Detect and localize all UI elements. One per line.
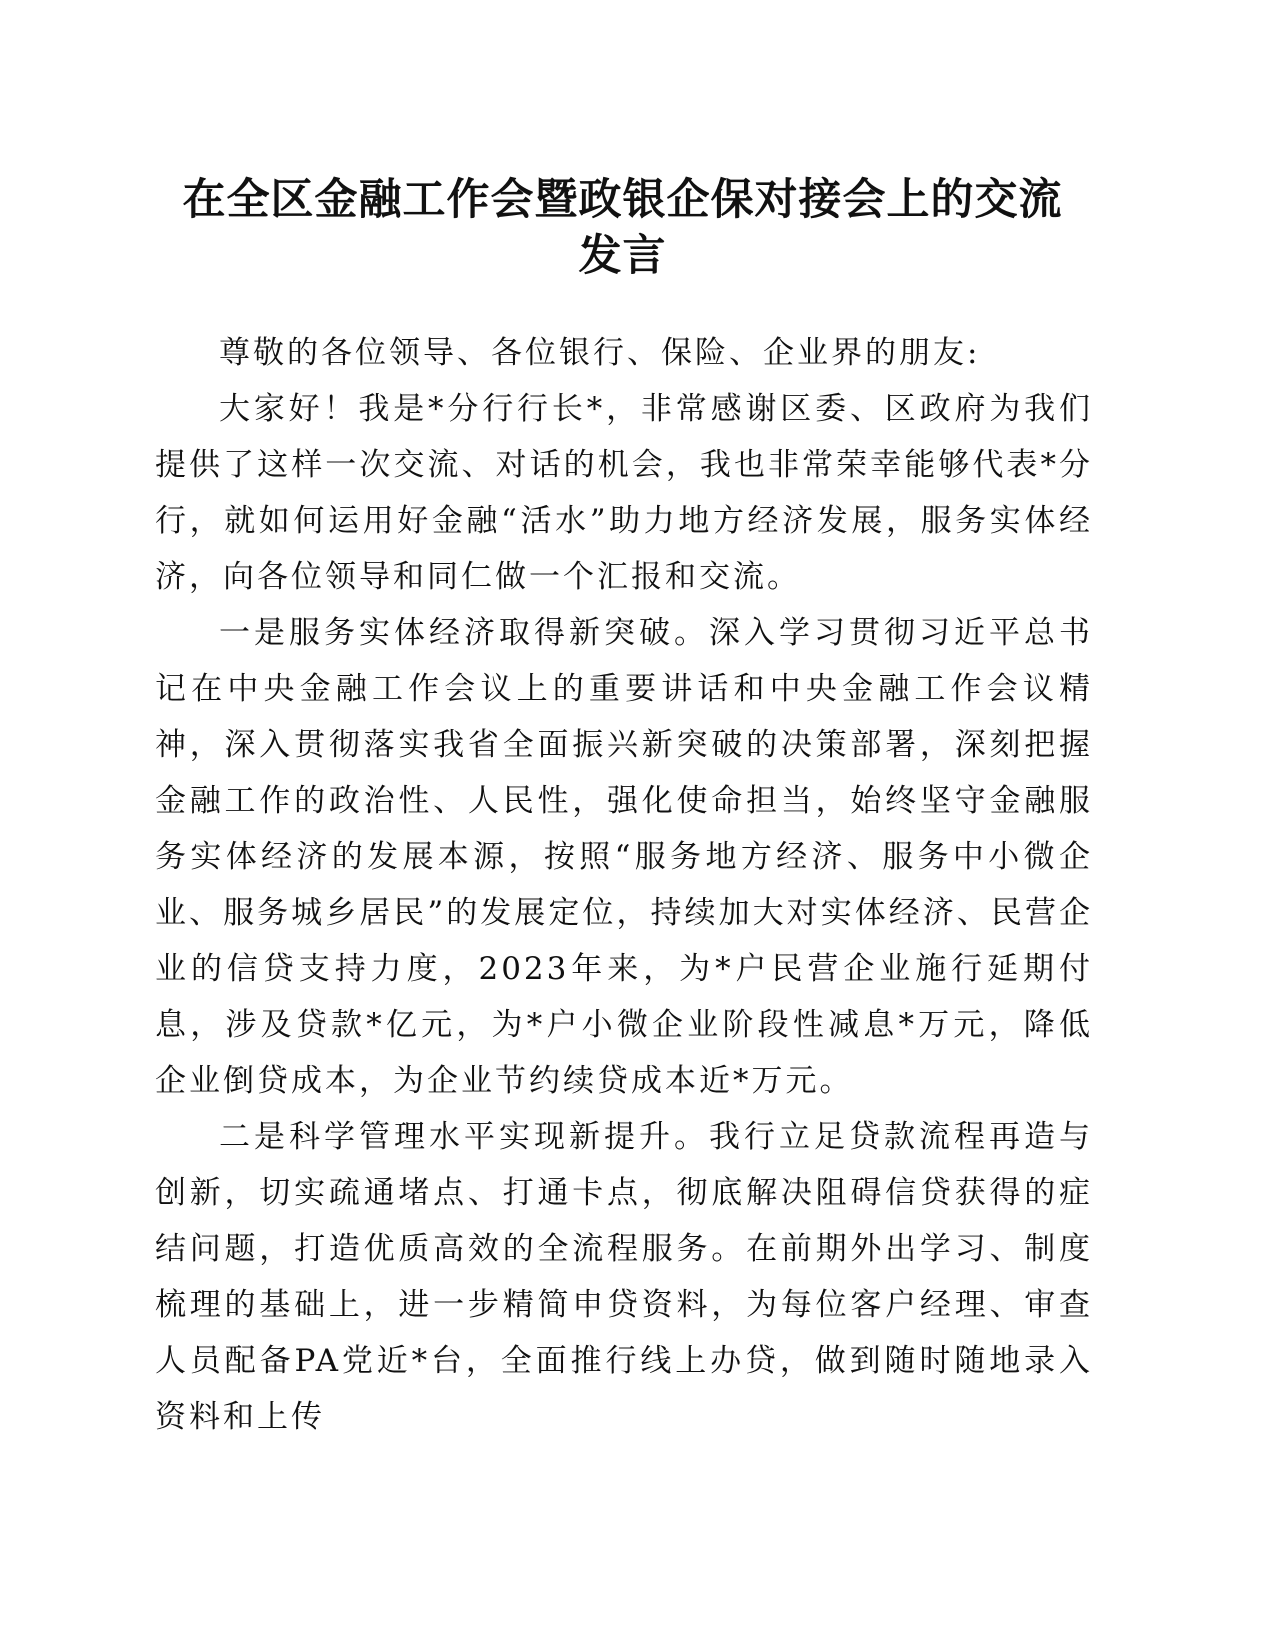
title-line-1: 在全区金融工作会暨政银企保对接会上的交流 xyxy=(182,175,1063,225)
paragraph-point-two: 二是科学管理水平实现新提升。我行立足贷款流程再造与创新，切实疏通堵点、打通卡点，彻底解决阻碍信贷获得的症结问题，打造优质高效的全流程服务。在前期外出学习、制度梳理的基础上，进一步精简申贷资料，为每位客户经理、审查人员配备PA党近*台，全面推行线上办贷，做到随时随地录入资料和上传 xyxy=(155,1119,1093,1435)
paragraph-greeting: 大家好！我是*分行行长*，非常感谢区委、区政府为我们提供了这样一次交流、对话的机会，我也非常荣幸能够代表*分行，就如何运用好金融“活水”助力地方经济发展，服务实体经济，向各位领导和同仁做一个汇报和交流。 xyxy=(155,391,1093,595)
document-body xyxy=(155,325,1093,1445)
title-line-2: 发言 xyxy=(578,231,667,281)
salutation: 尊敬的各位领导、各位银行、保险、企业界的朋友: xyxy=(219,335,981,371)
paragraph-point-one: 一是服务实体经济取得新突破。深入学习贯彻习近平总书记在中央金融工作会议上的重要讲话和中央金融工作会议精神，深入贯彻落实我省全面振兴新突破的决策部署，深刻把握金融工作的政治性、人民性，强化使命担当，始终坚守金融服务实体经济的发展本源，按照“服务地方经济、服务中小微企业、服务城乡居民”的发展定位，持续加大对实体经济、民营企业的信贷支持力度，2023年来，为*户民营企业施行延期付息，涉及贷款*亿元，为*户小微企业阶段性减息*万元，降低企业倒贷成本，为企业节约续贷成本近*万元。 xyxy=(155,615,1093,1099)
document-title xyxy=(150,172,1095,284)
